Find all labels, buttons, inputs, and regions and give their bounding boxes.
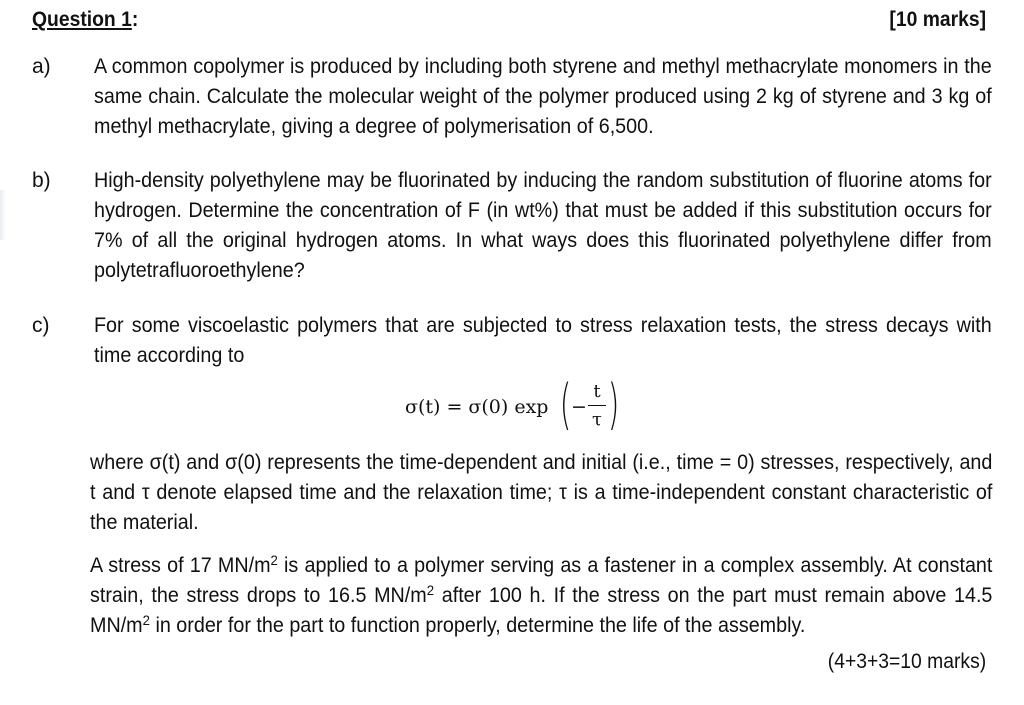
formula-minus: − [571, 396, 587, 418]
part-a-text: A common copolymer is produced by including both styrene and methyl methacrylate monomers in the same chain. Calculate the molecular weight of the polymer produced using 2 kg of styrene and 3 kg of methyl methacrylate, giving a degree of polymerisation of 6,500. [94, 55, 992, 138]
question-title-prefix: Question [32, 8, 122, 31]
formula-right-paren: ) [607, 373, 620, 436]
stress-text-3: after 100 h. If the stress on the part must remain above 14.5 MN/m [90, 584, 993, 637]
question-title-suffix: : [131, 8, 139, 31]
part-b-text: High-density polyethylene may be fluorinated by inducing the random substitution of fluorine atoms for hydrogen. Determine the concentration of F (in wt%) that must be added if this substitution occurs for 7% of all the original hydrogen atoms. In what ways does this fluorinated polyethylene differ from polytetrafluoroethylene? [94, 169, 992, 282]
formula-denominator: τ [592, 409, 602, 430]
scan-smudge [0, 190, 6, 240]
formula-fraction-bar [588, 405, 606, 406]
formula-fraction [588, 380, 606, 432]
unit-superscript: 2 [426, 582, 435, 598]
formula-left-paren: ( [559, 373, 572, 436]
part-c-label: c) [32, 314, 50, 337]
marks-breakdown: (4+3+3=10 marks) [827, 650, 986, 673]
formula-numerator: t [593, 381, 601, 402]
part-c-stress-text [90, 551, 992, 641]
part-a-label: a) [32, 55, 51, 78]
question-number: 1 [121, 8, 132, 31]
stress-relaxation-formula [405, 373, 665, 442]
part-c-intro: For some viscoelastic polymers that are subjected to stress relaxation tests, the stress decays with time according to [94, 314, 992, 367]
question-header [32, 8, 986, 38]
formula-lhs: σ(t) = σ(0) exp [405, 396, 549, 418]
unit-superscript: 2 [142, 612, 150, 628]
question-marks: [10 marks] [889, 8, 986, 31]
stress-text-2: is applied to a polymer serving as a fastener in a complex assembly. At constant strain, the stress drops to 16.5 MN/m [90, 554, 993, 607]
part-b-label: b) [32, 169, 51, 192]
question-title [32, 8, 138, 32]
unit-superscript: 2 [270, 552, 278, 568]
stress-text-1: A stress of 17 MN/m [90, 554, 271, 577]
part-c-where-text: where σ(t) and σ(0) represents the time-dependent and initial (i.e., time = 0) stresses, respectively, and t and τ denote elapsed time and the relaxation time; τ is a time-independent constant characteristic of the material. [90, 451, 993, 534]
stress-text-4: in order for the part to function properly, determine the life of the assembly. [149, 614, 806, 637]
